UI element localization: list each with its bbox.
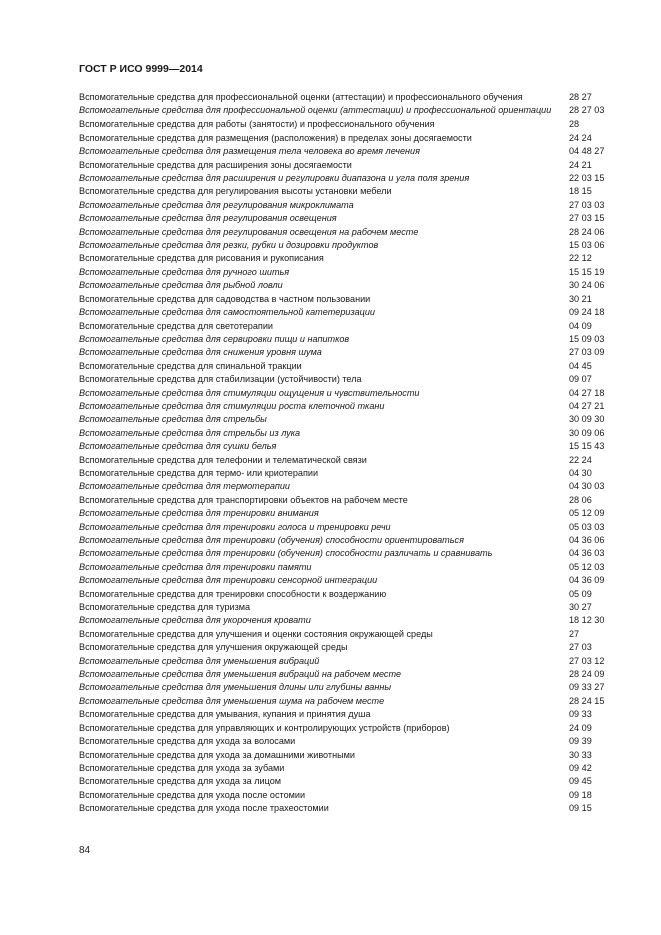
index-entry bbox=[79, 105, 627, 116]
entry-code: 30 33 bbox=[569, 749, 592, 760]
entry-code: 04 36 03 bbox=[569, 548, 605, 559]
entry-term: Вспомогательные средства для расширения и регулировки диапазона и угла поля зрения bbox=[79, 173, 470, 184]
index-entry bbox=[79, 91, 627, 104]
index-entry bbox=[79, 279, 627, 292]
entry-term: Вспомогательные средства для тренировки способности к воздержанию bbox=[79, 588, 387, 599]
entry-term: Вспомогательные средства для садоводства в частном пользовании bbox=[79, 293, 371, 304]
index-entry bbox=[79, 708, 627, 721]
entry-code: 09 45 bbox=[569, 776, 592, 787]
index-entry bbox=[79, 172, 627, 185]
entry-code: 05 12 03 bbox=[569, 561, 605, 572]
index-entry bbox=[79, 132, 627, 145]
index-entry bbox=[79, 480, 627, 493]
index-entry bbox=[79, 159, 627, 172]
index-entry bbox=[79, 306, 627, 319]
entry-term: Вспомогательные средства для профессиональной оценки (аттестации) и профессионального обучения bbox=[79, 92, 523, 102]
entry-code: 28 24 06 bbox=[569, 226, 605, 237]
page-number: 84 bbox=[79, 845, 91, 856]
entry-term: Вспомогательные средства для спинальной тракции bbox=[79, 360, 302, 371]
index-entry bbox=[79, 534, 627, 547]
entry-code: 27 03 09 bbox=[569, 347, 605, 358]
entry-term: Вспомогательные средства для регулирования высоты установки мебели bbox=[79, 186, 392, 197]
index-entry bbox=[79, 266, 627, 279]
entry-term: Вспомогательные средства для сушки белья bbox=[79, 441, 277, 452]
entry-code: 04 36 06 bbox=[569, 535, 605, 545]
entry-term: Вспомогательные средства для ручного шитья bbox=[79, 266, 290, 277]
entry-term: Вспомогательные средства для светотерапии bbox=[79, 320, 274, 331]
entry-term: Вспомогательные средства для уменьшения шума на рабочем месте bbox=[79, 695, 385, 706]
index-entry-list bbox=[79, 91, 627, 816]
entry-code: 28 06 bbox=[569, 494, 592, 505]
entry-term: Вспомогательные средства для стрельбы bbox=[79, 414, 267, 425]
entry-term: Вспомогательные средства для резки, рубки и дозировки продуктов bbox=[79, 240, 379, 251]
index-entry bbox=[79, 641, 627, 654]
index-entry bbox=[79, 467, 627, 480]
index-entry bbox=[79, 681, 627, 694]
entry-term: Вспомогательные средства для регулирования микроклимата bbox=[79, 199, 354, 210]
entry-term: Вспомогательные средства для стимуляции ощущения и чувствительности bbox=[79, 387, 420, 398]
index-entry bbox=[79, 561, 627, 574]
index-entry bbox=[79, 735, 627, 748]
index-entry bbox=[79, 212, 627, 225]
index-entry bbox=[79, 668, 627, 681]
entry-code: 04 48 27 bbox=[569, 146, 605, 157]
entry-code: 04 27 18 bbox=[569, 387, 605, 398]
entry-term: Вспомогательные средства для ухода после трахеостомии bbox=[79, 803, 329, 814]
entry-code: 04 09 bbox=[569, 320, 592, 331]
entry-code: 28 24 15 bbox=[569, 695, 605, 706]
entry-code: 30 21 bbox=[569, 293, 592, 304]
entry-code: 30 09 30 bbox=[569, 414, 605, 425]
entry-code: 05 03 03 bbox=[569, 521, 605, 532]
entry-code: 27 03 03 bbox=[569, 199, 605, 210]
entry-term: Вспомогательные средства для сервировки пищи и напитков bbox=[79, 333, 350, 344]
entry-term: Вспомогательные средства для стимуляции роста клеточной ткани bbox=[79, 400, 385, 411]
entry-code: 15 15 43 bbox=[569, 441, 605, 452]
index-entry bbox=[79, 239, 627, 252]
entry-code: 28 24 09 bbox=[569, 669, 605, 680]
index-entry bbox=[79, 614, 627, 627]
entry-term: Вспомогательные средства для туризма bbox=[79, 602, 251, 613]
index-entry bbox=[79, 454, 627, 467]
index-entry bbox=[79, 494, 627, 507]
index-entry bbox=[79, 588, 627, 601]
entry-term: Вспомогательные средства для термо- или криотерапии bbox=[79, 467, 319, 478]
entry-code: 04 30 03 bbox=[569, 481, 605, 492]
entry-code: 09 42 bbox=[569, 762, 592, 773]
entry-code: 09 39 bbox=[569, 736, 592, 747]
entry-code: 04 36 09 bbox=[569, 575, 605, 586]
entry-term: Вспомогательные средства для ухода за лицом bbox=[79, 776, 282, 787]
entry-code: 27 03 12 bbox=[569, 655, 605, 666]
index-entry bbox=[79, 185, 627, 198]
index-entry bbox=[79, 521, 627, 534]
entry-term: Вспомогательные средства для укорочения кровати bbox=[79, 615, 311, 626]
index-entry bbox=[79, 226, 627, 239]
entry-code: 09 07 bbox=[569, 374, 592, 385]
entry-code: 09 33 bbox=[569, 709, 592, 720]
entry-code: 22 12 bbox=[569, 253, 592, 264]
entry-code: 04 45 bbox=[569, 360, 592, 371]
entry-code: 15 03 06 bbox=[569, 240, 605, 251]
index-entry bbox=[79, 373, 627, 386]
entry-code: 09 18 bbox=[569, 789, 592, 800]
document-header: ГОСТ Р ИСО 9999—2014 bbox=[79, 63, 203, 75]
entry-code: 15 15 19 bbox=[569, 266, 605, 277]
entry-term: Вспомогательные средства для ухода после остомии bbox=[79, 789, 306, 800]
entry-term: Вспомогательные средства для ухода за волосами bbox=[79, 736, 296, 747]
entry-code: 15 09 03 bbox=[569, 333, 605, 344]
index-entry bbox=[79, 440, 627, 453]
entry-code: 27 03 15 bbox=[569, 213, 605, 224]
index-entry bbox=[79, 601, 627, 614]
entry-term: Вспомогательные средства для расширения зоны досягаемости bbox=[79, 159, 352, 170]
index-entry bbox=[79, 749, 627, 762]
index-entry bbox=[79, 762, 627, 775]
entry-term: Вспомогательные средства для ухода за зубами bbox=[79, 762, 285, 773]
entry-term: Вспомогательные средства для рыбной ловли bbox=[79, 280, 283, 291]
entry-term: Вспомогательные средства для уменьшения вибраций на рабочем месте bbox=[79, 669, 402, 680]
entry-term: Вспомогательные средства для снижения уровня шума bbox=[79, 347, 322, 358]
entry-code: 05 12 09 bbox=[569, 508, 605, 519]
index-entry bbox=[79, 145, 627, 158]
entry-term: Вспомогательные средства для ухода за домашними животными bbox=[79, 749, 355, 760]
index-entry bbox=[79, 118, 627, 131]
index-entry bbox=[79, 427, 627, 440]
entry-code: 24 24 bbox=[569, 132, 592, 143]
index-entry bbox=[79, 507, 627, 520]
entry-term: Вспомогательные средства для рисования и рукописания bbox=[79, 253, 324, 264]
entry-term: Вспомогательные средства для термотерапии bbox=[79, 481, 290, 492]
index-entry bbox=[79, 252, 627, 265]
entry-code: 18 12 30 bbox=[569, 615, 605, 626]
index-entry bbox=[79, 333, 627, 346]
entry-code: 27 03 bbox=[569, 642, 592, 653]
index-entry bbox=[79, 789, 627, 802]
entry-term: Вспомогательные средства для уменьшения длины или глубины ванны bbox=[79, 682, 392, 693]
index-entry bbox=[79, 199, 627, 212]
entry-code: 24 09 bbox=[569, 722, 592, 733]
index-entry bbox=[79, 695, 627, 708]
entry-code: 28 27 03 bbox=[569, 105, 605, 116]
entry-code: 22 24 bbox=[569, 454, 592, 465]
entry-code: 05 09 bbox=[569, 588, 592, 599]
index-entry bbox=[79, 775, 627, 788]
index-entry bbox=[79, 655, 627, 668]
index-entry bbox=[79, 547, 627, 560]
entry-term: Вспомогательные средства для стабилизации (устойчивости) тела bbox=[79, 374, 362, 385]
entry-code: 22 03 15 bbox=[569, 173, 605, 184]
entry-term: Вспомогательные средства для уменьшения вибраций bbox=[79, 655, 320, 666]
entry-code: 18 15 bbox=[569, 186, 592, 197]
entry-term: Вспомогательные средства для самостоятельной катетеризации bbox=[79, 307, 375, 318]
entry-term: Вспомогательные средства для улучшения окружающей среды bbox=[79, 642, 348, 653]
entry-code: 28 27 bbox=[569, 92, 592, 102]
entry-term: Вспомогательные средства для регулирования освещения на рабочем месте bbox=[79, 226, 419, 237]
entry-term: Вспомогательные средства для тренировки сенсорной интеграции bbox=[79, 575, 378, 586]
index-entry bbox=[79, 802, 627, 815]
index-entry bbox=[79, 574, 627, 587]
entry-term: Вспомогательные средства для тренировки памяти bbox=[79, 561, 312, 572]
entry-code: 04 27 21 bbox=[569, 400, 605, 411]
index-entry bbox=[79, 360, 627, 373]
entry-term: Вспомогательные средства для тренировки (обучения) способности ориентироваться bbox=[79, 535, 464, 545]
entry-code: 27 bbox=[569, 628, 580, 639]
entry-code: 30 24 06 bbox=[569, 280, 605, 291]
entry-term: Вспомогательные средства для работы (занятости) и профессионального обучения bbox=[79, 119, 435, 130]
entry-term: Вспомогательные средства для стрельбы из лука bbox=[79, 427, 301, 438]
index-entry bbox=[79, 293, 627, 306]
entry-code: 09 24 18 bbox=[569, 307, 605, 318]
entry-code: 09 15 bbox=[569, 803, 592, 814]
entry-term: Вспомогательные средства для управляющих и контролирующих устройств (приборов) bbox=[79, 722, 450, 733]
entry-code: 04 30 bbox=[569, 467, 592, 478]
index-entry bbox=[79, 722, 627, 735]
index-entry bbox=[79, 628, 627, 641]
index-entry bbox=[79, 320, 627, 333]
entry-term: Вспомогательные средства для телефонии и телематической связи bbox=[79, 454, 367, 465]
index-entry bbox=[79, 400, 627, 413]
entry-term: Вспомогательные средства для улучшения и оценки состояния окружающей среды bbox=[79, 628, 433, 639]
entry-code: 09 33 27 bbox=[569, 682, 605, 693]
entry-term: Вспомогательные средства для размещения тела человека во время лечения bbox=[79, 146, 420, 157]
index-entry bbox=[79, 413, 627, 426]
index-entry bbox=[79, 387, 627, 400]
entry-term: Вспомогательные средства для тренировки голоса и тренировки речи bbox=[79, 521, 391, 532]
entry-term: Вспомогательные средства для транспортировки объектов на рабочем месте bbox=[79, 494, 408, 505]
entry-term: Вспомогательные средства для размещения (расположения) в пределах зоны досягаемости bbox=[79, 132, 472, 143]
entry-term: Вспомогательные средства для тренировки внимания bbox=[79, 508, 319, 519]
entry-term: Вспомогательные средства для тренировки (обучения) способности различать и сравнивать bbox=[79, 548, 493, 559]
index-entry bbox=[79, 346, 627, 359]
entry-code: 30 27 bbox=[569, 602, 592, 613]
entry-term: Вспомогательные средства для регулирования освещения bbox=[79, 213, 337, 224]
entry-code: 28 bbox=[569, 119, 580, 130]
entry-term: Вспомогательные средства для профессиональной оценки (аттестации) и профессиональной ориентации bbox=[79, 105, 552, 116]
entry-code: 30 09 06 bbox=[569, 427, 605, 438]
entry-term: Вспомогательные средства для умывания, купания и принятия душа bbox=[79, 709, 371, 720]
entry-code: 24 21 bbox=[569, 159, 592, 170]
